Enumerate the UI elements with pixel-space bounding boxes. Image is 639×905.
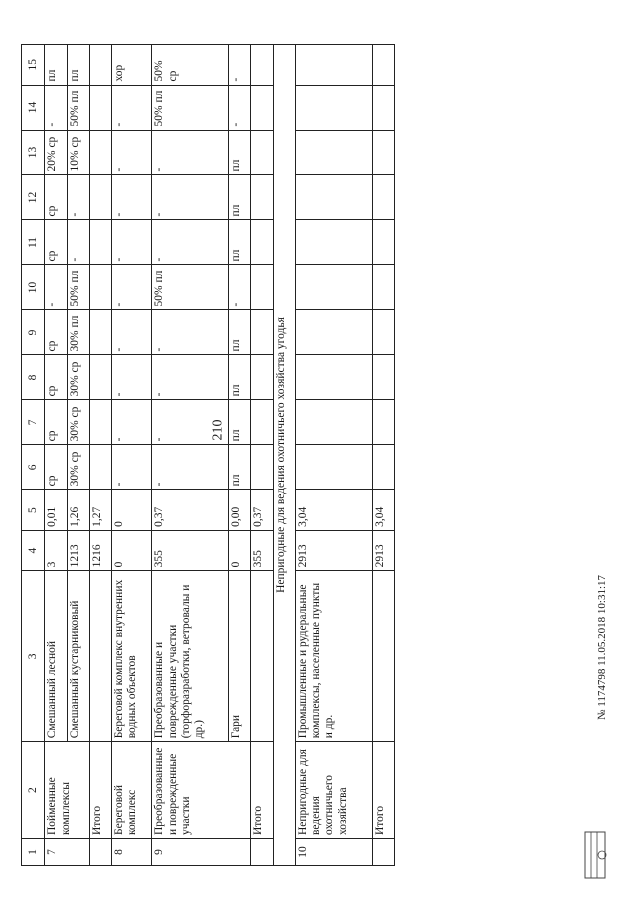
empty-cell xyxy=(372,355,394,400)
value-cell: пл xyxy=(229,175,251,220)
value-cell: 0,37 xyxy=(152,490,229,530)
value-cell: ср xyxy=(45,175,67,220)
empty-cell xyxy=(251,310,273,355)
empty-cell xyxy=(295,265,372,310)
header-cell: 12 xyxy=(22,175,45,220)
empty-cell xyxy=(251,265,273,310)
value-cell: 50% пл xyxy=(152,265,229,310)
value-cell: - xyxy=(112,445,152,490)
empty-cell xyxy=(89,400,111,445)
value-cell: - xyxy=(152,355,229,400)
empty-cell xyxy=(295,220,372,265)
value-cell: - xyxy=(67,220,89,265)
value-cell: - xyxy=(152,130,229,175)
empty-cell xyxy=(251,400,273,445)
header-cell: 2 xyxy=(22,742,45,839)
value-cell: - xyxy=(152,400,229,445)
value-cell: - xyxy=(112,265,152,310)
value-cell: 3 xyxy=(45,530,67,570)
empty-cell xyxy=(295,400,372,445)
empty-cell xyxy=(251,839,273,866)
header-cell: 9 xyxy=(22,310,45,355)
value-cell: ср xyxy=(45,220,67,265)
empty-cell xyxy=(89,265,111,310)
value-cell: 1213 xyxy=(67,530,89,570)
total-value-cell: 355 xyxy=(251,530,273,570)
empty-cell xyxy=(89,839,111,866)
empty-cell xyxy=(372,265,394,310)
rotated-table-container xyxy=(21,44,395,866)
header-row xyxy=(22,45,45,866)
total-row xyxy=(372,45,394,866)
habitat-type-cell: Гари xyxy=(229,571,251,742)
header-cell: 10 xyxy=(22,265,45,310)
total-value-cell: 2913 xyxy=(372,530,394,570)
value-cell: 50% ср xyxy=(152,45,229,86)
empty-cell xyxy=(89,310,111,355)
value-cell: 30% ср xyxy=(67,445,89,490)
header-cell: 4 xyxy=(22,530,45,570)
group-name-cell: Береговой комплекс xyxy=(112,742,152,839)
value-cell: 50% пл xyxy=(67,85,89,130)
empty-cell xyxy=(372,220,394,265)
habitat-type-cell: Промышленные и рудеральные комплексы, населенные пункты и др. xyxy=(295,571,372,742)
value-cell: 0,01 xyxy=(45,490,67,530)
empty-cell xyxy=(89,445,111,490)
value-cell: 2913 xyxy=(295,530,372,570)
empty-cell xyxy=(89,571,111,742)
total-value-cell: 1216 xyxy=(89,530,111,570)
header-cell: 6 xyxy=(22,445,45,490)
group-number-cell: 10 xyxy=(295,839,372,866)
total-row xyxy=(89,45,111,866)
total-value-cell: 1,27 xyxy=(89,490,111,530)
section-title-row xyxy=(273,45,295,866)
value-cell: - xyxy=(45,265,67,310)
value-cell: 20% ср xyxy=(45,130,67,175)
value-cell: - xyxy=(152,175,229,220)
empty-cell xyxy=(251,130,273,175)
empty-cell xyxy=(295,175,372,220)
value-cell: - xyxy=(112,355,152,400)
empty-cell xyxy=(251,445,273,490)
value-cell: - xyxy=(112,175,152,220)
habitat-type-cell: Береговой комплекс внутренних водных объектов xyxy=(112,571,152,742)
header-cell: 14 xyxy=(22,85,45,130)
empty-cell xyxy=(372,839,394,866)
empty-cell xyxy=(372,571,394,742)
empty-cell xyxy=(372,130,394,175)
header-cell: 8 xyxy=(22,355,45,400)
empty-cell xyxy=(251,220,273,265)
header-cell: 15 xyxy=(22,45,45,86)
value-cell: пл xyxy=(229,445,251,490)
total-row xyxy=(251,45,273,866)
empty-cell xyxy=(295,355,372,400)
value-cell: 30% ср xyxy=(67,400,89,445)
value-cell: пл xyxy=(229,130,251,175)
value-cell: пл xyxy=(229,400,251,445)
value-cell: - xyxy=(152,310,229,355)
section-title-cell: Непригодные для ведения охотничьего хозяйства угодья xyxy=(273,45,295,866)
header-cell: 1 xyxy=(22,839,45,866)
value-cell: 30% пл xyxy=(67,310,89,355)
table-row xyxy=(152,45,229,866)
value-cell: - xyxy=(45,85,67,130)
empty-cell xyxy=(89,220,111,265)
empty-cell xyxy=(372,45,394,86)
group-number-cell: 7 xyxy=(45,839,90,866)
value-cell: 0 xyxy=(112,490,152,530)
header-cell: 7 xyxy=(22,400,45,445)
empty-cell xyxy=(251,45,273,86)
value-cell: ср xyxy=(45,400,67,445)
empty-cell xyxy=(295,310,372,355)
value-cell: 50% пл xyxy=(152,85,229,130)
value-cell: пл xyxy=(229,310,251,355)
value-cell: - xyxy=(152,220,229,265)
table-row xyxy=(295,45,372,866)
total-label-cell: Итого xyxy=(89,742,111,839)
total-value-cell: 0,37 xyxy=(251,490,273,530)
empty-cell xyxy=(251,571,273,742)
habitat-type-cell: Смешанный лесной xyxy=(45,571,67,742)
value-cell: ср xyxy=(45,310,67,355)
empty-cell xyxy=(372,175,394,220)
total-label-cell: Итого xyxy=(251,742,273,839)
group-number-cell: 9 xyxy=(152,839,251,866)
empty-cell xyxy=(295,130,372,175)
group-number-cell: 8 xyxy=(112,839,152,866)
table-row xyxy=(112,45,152,866)
value-cell: 0 xyxy=(112,530,152,570)
header-cell: 13 xyxy=(22,130,45,175)
value-cell: пл xyxy=(229,355,251,400)
value-cell: 50% пл xyxy=(67,265,89,310)
document-footer: № 1174798 11.05.2018 10:31:17 xyxy=(596,574,608,720)
value-cell: - xyxy=(112,310,152,355)
value-cell: 0 xyxy=(229,530,251,570)
empty-cell xyxy=(295,45,372,86)
value-cell: 355 xyxy=(152,530,229,570)
habitat-type-cell: Преобразованные и поврежденные участки (торфоразработки, ветровалы и др.) xyxy=(152,571,229,742)
value-cell: - xyxy=(112,400,152,445)
table-row xyxy=(45,45,67,866)
value-cell: - xyxy=(229,45,251,86)
value-cell: - xyxy=(112,85,152,130)
empty-cell xyxy=(372,445,394,490)
value-cell: пл xyxy=(229,220,251,265)
value-cell: 3,04 xyxy=(295,490,372,530)
empty-cell xyxy=(89,175,111,220)
header-cell: 3 xyxy=(22,571,45,742)
empty-cell xyxy=(89,45,111,86)
value-cell: ср xyxy=(45,445,67,490)
group-name-cell: Преобразованные и поврежденные участки xyxy=(152,742,251,839)
empty-cell xyxy=(295,85,372,130)
empty-cell xyxy=(295,445,372,490)
value-cell: пл xyxy=(67,45,89,86)
empty-cell xyxy=(251,175,273,220)
value-cell: пл xyxy=(45,45,67,86)
empty-cell xyxy=(251,85,273,130)
empty-cell xyxy=(89,130,111,175)
value-cell: - xyxy=(112,220,152,265)
empty-cell xyxy=(372,310,394,355)
value-cell: 10% ср xyxy=(67,130,89,175)
value-cell: - xyxy=(229,85,251,130)
empty-cell xyxy=(89,85,111,130)
value-cell: - xyxy=(229,265,251,310)
empty-cell xyxy=(89,355,111,400)
total-label-cell: Итого xyxy=(372,742,394,839)
value-cell: 0,00 xyxy=(229,490,251,530)
header-cell: 11 xyxy=(22,220,45,265)
empty-cell xyxy=(372,400,394,445)
empty-cell xyxy=(251,355,273,400)
value-cell: ср xyxy=(45,355,67,400)
page-number: 210 xyxy=(210,419,226,441)
value-cell: - xyxy=(67,175,89,220)
habitat-type-cell: Смешанный кустарниковый xyxy=(67,571,89,742)
empty-cell xyxy=(372,85,394,130)
stamp-icon xyxy=(583,826,609,884)
header-cell: 5 xyxy=(22,490,45,530)
value-cell: - xyxy=(152,445,229,490)
group-name-cell: Пойменные комплексы xyxy=(45,742,90,839)
value-cell: - xyxy=(112,130,152,175)
habitat-table xyxy=(21,44,395,866)
value-cell: хор xyxy=(112,45,152,86)
group-name-cell: Непригодные для ведения охотничьего хозяйства xyxy=(295,742,372,839)
total-value-cell: 3,04 xyxy=(372,490,394,530)
value-cell: 30% ср xyxy=(67,355,89,400)
value-cell: 1,26 xyxy=(67,490,89,530)
